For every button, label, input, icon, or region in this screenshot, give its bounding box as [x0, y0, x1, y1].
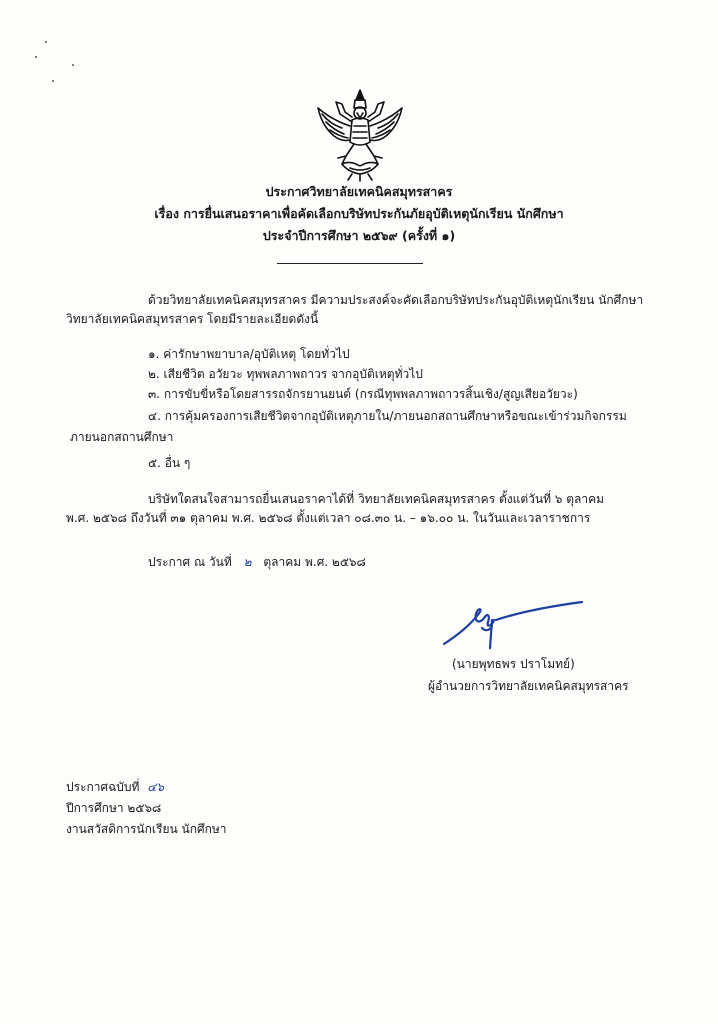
academic-year: ปีการศึกษา ๒๕๖๘ — [66, 801, 162, 815]
invitation-line-2: พ.ศ. ๒๕๖๘ ถึงวันที่ ๓๑ ตุลาคม พ.ศ. ๒๕๖๘ ตั้งแต่เวลา ๐๘.๓๐ น. – ๑๖.๐๐ น. ในวันและเวลาราชการ — [66, 511, 591, 525]
handwritten-signature — [440, 598, 586, 652]
scan-speck — [52, 80, 54, 82]
coverage-item-5: ๕. อื่น ๆ — [148, 456, 191, 470]
scan-speck — [45, 41, 47, 43]
coverage-item-2: ๒. เสียชีวิต อวัยวะ ทุพพลภาพถาวร จากอุบัติเหตุทั่วไป — [148, 367, 423, 381]
announcement-year: ประจำปีการศึกษา ๒๕๖๙ (ครั้งที่ ๑) — [262, 228, 456, 243]
notice-number-handwritten: ๔๖ — [147, 780, 164, 794]
intro-paragraph-line-1: ด้วยวิทยาลัยเทคนิคสมุทรสาคร มีความประสงค์จะคัดเลือกบริษัทประกันอุบัติเหตุนักเรียน นักศึกษา — [148, 293, 644, 307]
notice-number-prefix: ประกาศฉบับที่ — [66, 780, 140, 794]
announced-date — [148, 553, 366, 571]
coverage-item-4: ๔. การคุ้มครองการเสียชีวิตจากอุบัติเหตุภายใน/ภายนอกสถานศึกษาหรือขณะเข้าร่วมกิจกรรม — [148, 409, 627, 423]
scan-speck — [35, 56, 37, 58]
announcement-subject: เรื่อง การยื่นเสนอราคาเพื่อคัดเลือกบริษัทประกันภัยอุบัติเหตุนักเรียน นักศึกษา — [154, 206, 564, 221]
header-divider — [277, 263, 423, 264]
announced-date-day-handwritten: ๒ — [243, 555, 252, 569]
coverage-item-3: ๓. การขับขี่หรือโดยสารรถจักรยานยนต์ (กรณีทุพพลภาพถาวรสิ้นเชิง/สูญเสียอวัยวะ) — [148, 387, 578, 401]
announced-date-suffix: ตุลาคม พ.ศ. ๒๕๖๘ — [263, 555, 366, 569]
coverage-item-1: ๑. ค่ารักษาพยาบาล/อุบัติเหตุ โดยทั่วไป — [148, 347, 350, 361]
announced-date-prefix: ประกาศ ณ วันที่ — [148, 555, 232, 569]
issuing-department: งานสวัสดิการนักเรียน นักศึกษา — [66, 822, 227, 836]
garuda-emblem-icon — [312, 86, 408, 182]
signatory-name: (นายพุทธพร ปราโมทย์) — [452, 657, 575, 671]
announcement-title: ประกาศวิทยาลัยเทคนิคสมุทรสาคร — [265, 184, 453, 199]
coverage-item-4-continued: ภายนอกสถานศึกษา — [70, 430, 174, 444]
scan-speck — [72, 64, 74, 66]
signatory-position: ผู้อำนวยการวิทยาลัยเทคนิคสมุทรสาคร — [428, 679, 629, 693]
notice-number — [66, 778, 164, 796]
intro-paragraph-line-2: วิทยาลัยเทคนิคสมุทรสาคร โดยมีรายละเอียดดังนี้ — [66, 312, 319, 326]
invitation-line-1: บริษัทใดสนใจสามารถยื่นเสนอราคาได้ที่ วิทยาลัยเทคนิคสมุทรสาคร ตั้งแต่วันที่ ๖ ตุลาคม — [148, 492, 605, 506]
